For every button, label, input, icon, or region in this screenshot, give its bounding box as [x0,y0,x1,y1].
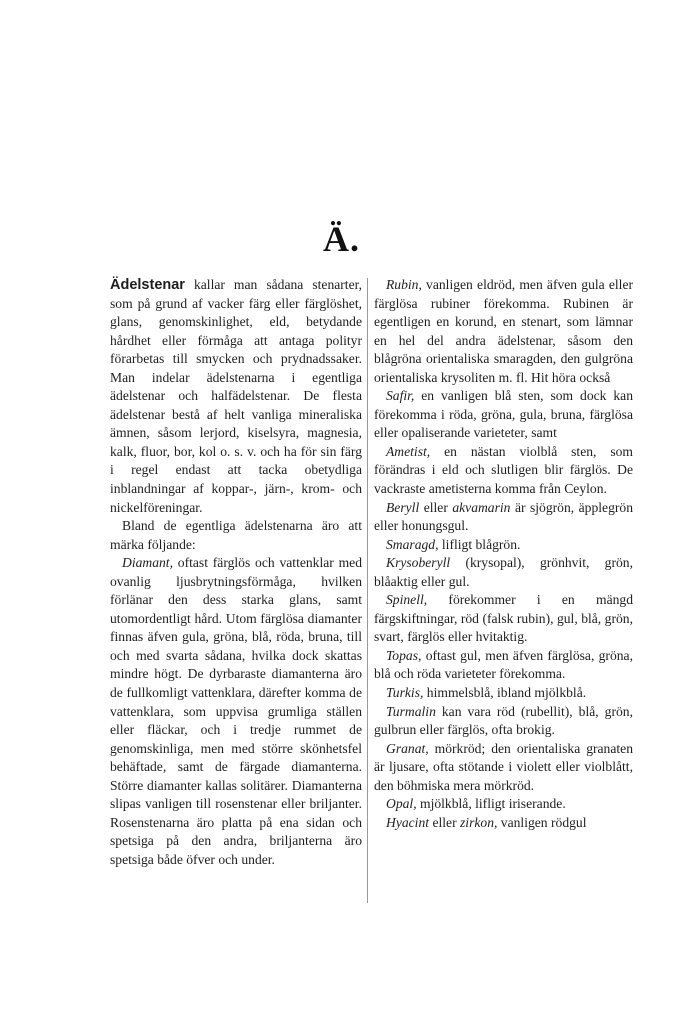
right-column [374,276,633,832]
entry-text: mörkröd; den orientaliska granaten är ljusare, ofta stötande i violett eller violblått, den böhmiska mera mörkröd. [374,740,633,793]
entry-spinell [374,591,633,647]
entry-text: en nästan violblå sten, som förändras i eld och slutligen blir färglös. De vackraste ametisterna komma från Ceylon. [374,443,633,497]
entry-term: Turkis, [386,685,424,701]
entry-text: oftast färglös och vattenklar med ovanlig ljusbrytningsförmåga, hvilken förlänar den dess starka glans, samt utomordentligt hård. Utom färglösa diamanter finnas äfven gula, gröna, blå, röda, bruna, till och med svarta sådana, hvilka dock skattas mindre högt. De dyrbaraste diamanterna äro de fullkomligt vattenklara, därefter komma de vattenklara, som uppvisa grumliga ställen eller fläckar, och i tredje rummet de genomskinliga, men med större skönhetsfel behäftade, samt de färgade diamanterna. Större diamanter kallas solitärer. Diamanterna slipas vanligen till rosenstenar eller briljanter. Rosenstenarna äro platta på ena sidan och spetsiga på den andra, briljanterna äro spetsiga både öfver och under. [110,555,362,867]
entry-diamant [110,554,362,869]
entry-term: Spinell, [386,592,428,608]
entry-turkis [374,684,633,703]
entry-term: Krysoberyll [386,555,451,571]
entry-term: Diamant, [122,555,173,571]
entry-text: kan vara röd (rubellit), blå, grön, gulbrun eller färglös, ofta brokig. [374,703,633,738]
entry-text: vanligen eldröd, men äfven gula eller färglösa rubiner förekomma. Rubinen är egentligen en korund, en stenart, som lämnar en hel del andra ädelstenar, såsom den blågröna orientaliska smaragden, den gulgröna orientaliska krysoliten m. fl. Hit höra också [374,277,633,385]
entry-turmalin [374,703,633,740]
entry-text: är sjögrön, äpplegrön eller honungsgul. [374,499,633,534]
entry-ametist [374,443,633,499]
entry-beryll [374,499,633,536]
entry-term: Hyacint [386,814,430,830]
entry-term: Smaragd, [386,536,439,552]
column-divider [367,278,368,903]
left-column [110,276,362,870]
lead-term: Ädelstenar [110,277,185,293]
page-heading: Ä. [323,219,360,259]
entry-term: Ametist, [386,443,431,459]
entry-krysoberyll [374,554,633,591]
entry-rubin [374,276,633,387]
entry-term: Granat, [386,740,429,756]
entry-connector: eller [419,499,453,515]
entry-text: lifligt blågrön. [438,536,521,552]
entry-connector: eller [429,814,460,830]
entry-term: Beryll [386,499,420,515]
entry-granat [374,740,633,796]
entry-text: (krysopal), grönhvit, grön, blåaktig eller gul. [374,555,633,589]
entry-safir [374,387,633,443]
entry-smaragd [374,536,633,555]
entry-text: förekommer i en mängd färgskiftningar, röd (falsk rubin), gul, blå, grön, svart, färglös eller hvitaktig. [374,592,633,645]
intro-text: kallar man sådana stenarter, som på grund af vacker färg eller färglöshet, glans, genomskinlighet, eld, betydande hårdhet eller förmåga att antaga polityr förarbetas till smycken och prydnadssaker. Man indelar ädelstenarna i egentliga ädelstenar och halfädelstenar. De flesta ädelstenar bestå af helt vanliga mineraliska ämnen, såsom lerjord, kiselsyra, magnesia, kalk, fluor, bor, kol o. s. v. och ha för sin färg i regel endast att tacka obetydliga inblandningar af koppar-, järn-, krom- och nickelföreningar. [110,277,362,515]
entry-text: en vanligen blå sten, som dock kan förekomma i röda, gröna, gula, bruna, färglösa eller opaliserande varieteter, samt [374,388,633,441]
intro-paragraph [110,276,362,517]
entry-term: Turmalin [386,703,436,719]
entry-opal [374,795,633,814]
entry-text: himmelsblå, ibland mjölkblå. [423,685,587,701]
entry-term: Topas, [386,647,422,663]
entry-text: vanligen rödgul [497,814,587,830]
entry-text: mjölkblå, lifligt iriserande. [416,796,566,812]
list-intro-paragraph: Bland de egentliga ädelstenarna äro att märka följande: [110,518,362,552]
entry-text: oftast gul, men äfven färglösa, gröna, blå och röda varieteter förekomma. [374,647,633,682]
entry-term-alt: akvamarin [452,499,511,515]
entry-term: Safir, [386,388,415,404]
entry-term: Rubin, [386,277,422,292]
entry-term-alt: zirkon, [460,814,498,830]
entry-term: Opal, [386,796,417,812]
entry-hyacint [374,814,633,833]
entry-topas [374,647,633,684]
